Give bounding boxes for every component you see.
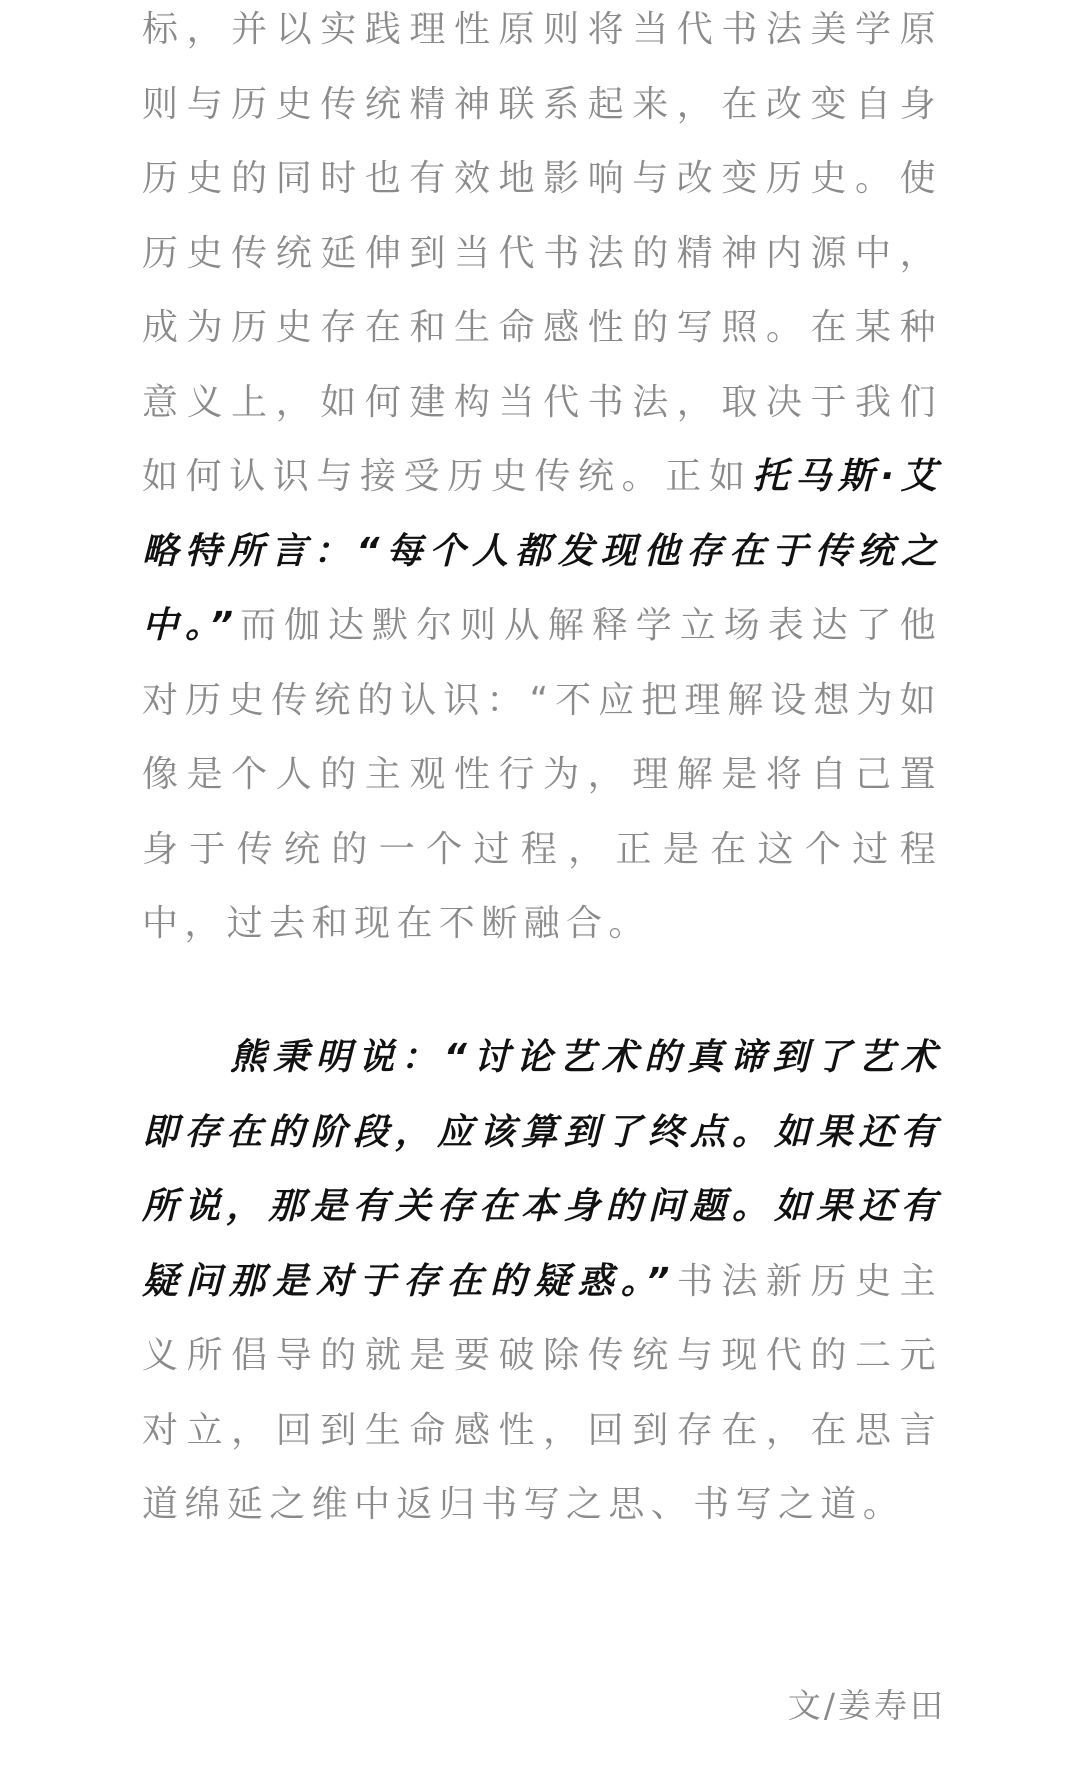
paragraph-text: 标，并以实践理性原则将当代书法美学原则与历史传统精神联系起来，在改变自身历史的同时也有效地影响与改变历史。使历史传统延伸到当代书法的精神内源中，成为历史存在和生命感性的写照。在某种意义上，如何建构当代书法，取决于我们如何认识与接受历史传统。正如 — [142, 9, 942, 497]
paragraph-tradition — [142, 0, 942, 962]
xiong-bingming-quote: 熊秉明说：“讨论艺术的真谛到了艺术即存在的阶段，应该算到了终点。如果还有所说，那是有关存在本身的问题。如果还有疑问那是对于存在的疑惑。” — [142, 1037, 942, 1302]
paragraph-text: 书法新历史主义所倡导的就是要破除传统与现代的二元对立，回到生命感性，回到存在，在思言道绵延之维中返归书写之思、书写之道。 — [142, 1260, 942, 1525]
paragraph-xiong-bingming — [142, 1021, 942, 1543]
author-signature: 文/姜寿田 — [787, 1686, 946, 1725]
paragraph-text: 而伽达默尔则从解释学立场表达了他对历史传统的认识：“不应把理解设想为如像是个人的主观性行为，理解是将自己置身于传统的一个过程，正是在这个过程中，过去和现在不断融合。 — [142, 605, 943, 944]
eliot-quote: 托马斯·艾略特所言：“每个人都发现他存在于传统之中。” — [142, 456, 942, 646]
